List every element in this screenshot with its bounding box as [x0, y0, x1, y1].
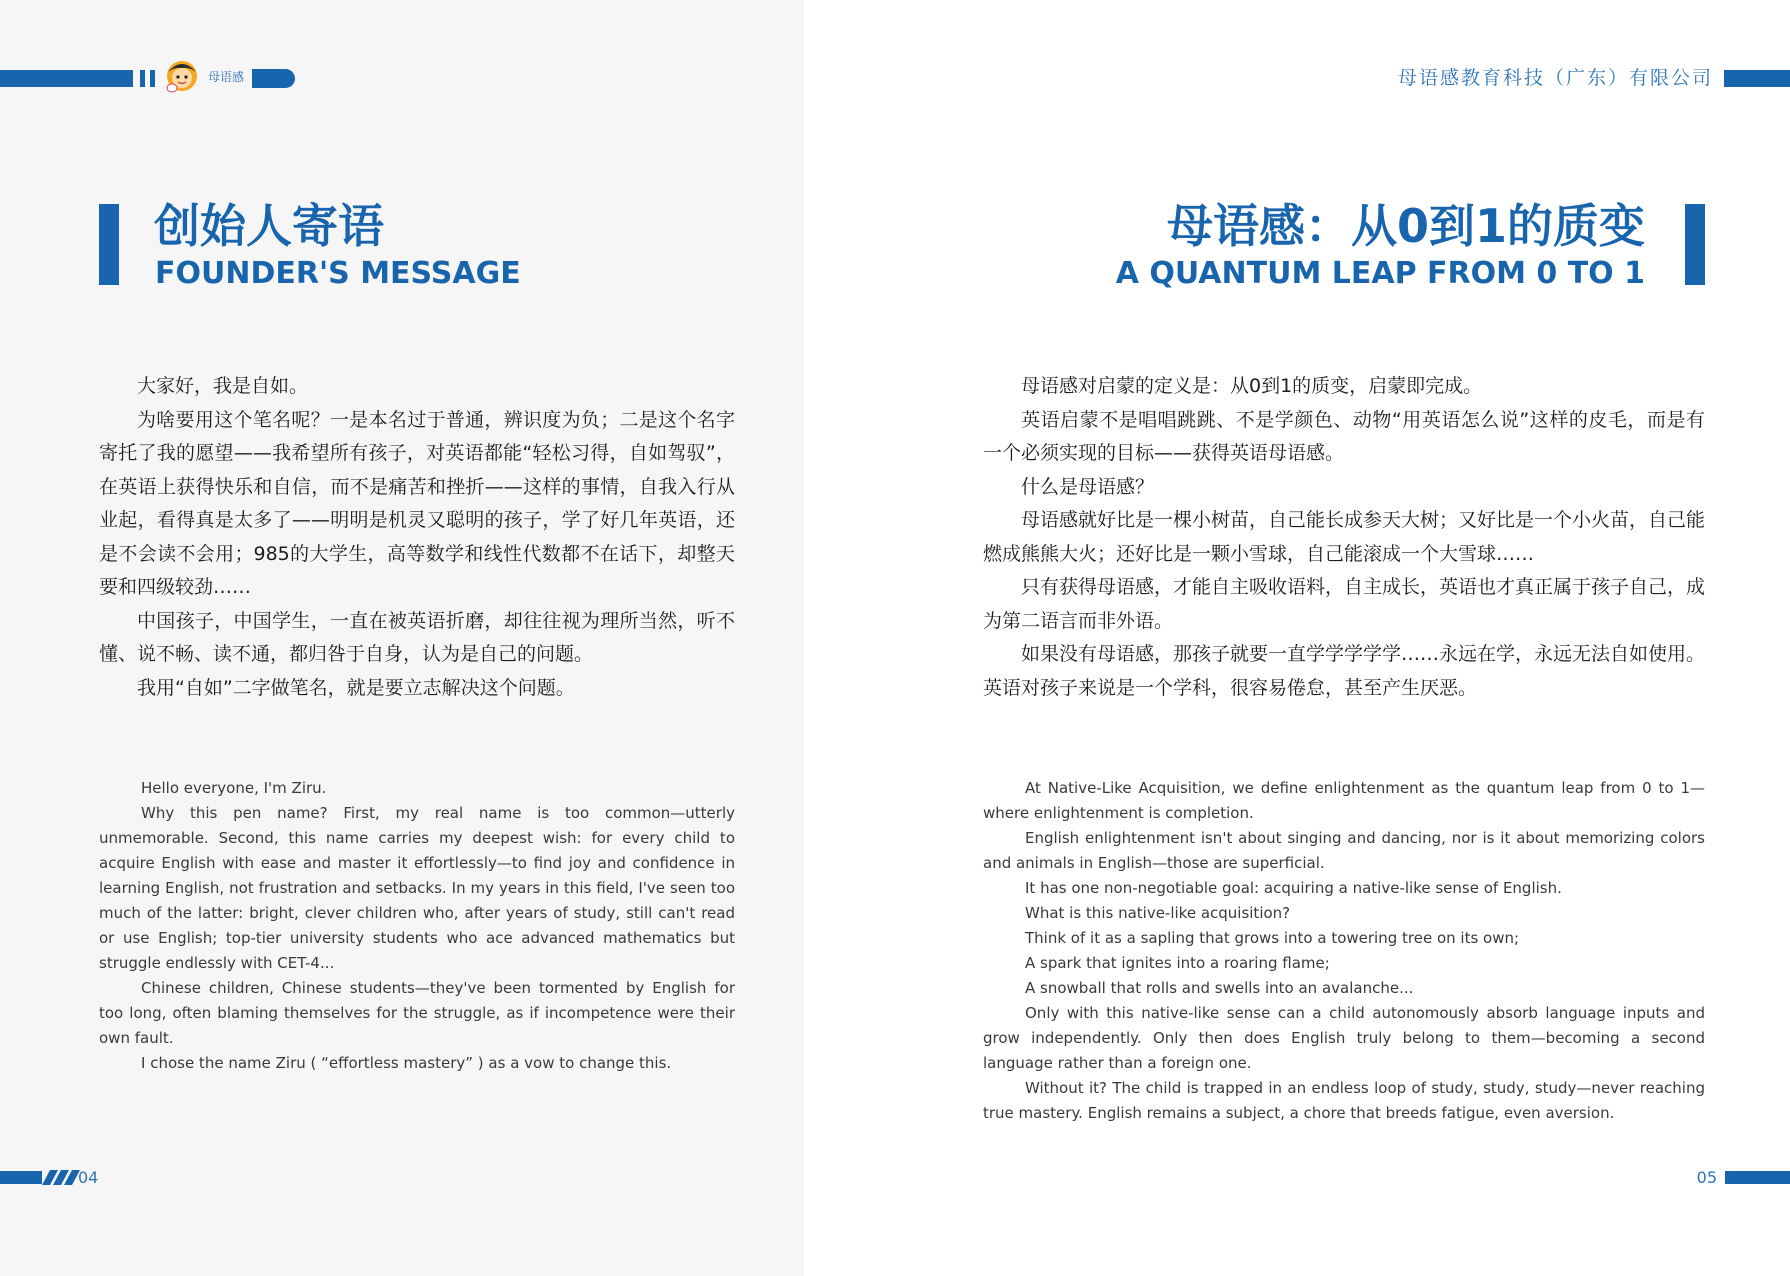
en-paragraph: Hello everyone, I'm Ziru. [141, 779, 327, 797]
header-decor-bar [1724, 70, 1790, 87]
logo-text: 母语感 [208, 70, 245, 84]
cn-paragraph: 如果没有母语感，那孩子就要一直学学学学学……永远在学，永远无法自如使用。英语对孩子来说是一个学科，很容易倦怠，甚至产生厌恶。 [983, 643, 1706, 699]
page-number: 04 [78, 1168, 99, 1187]
en-paragraph: Think of it as a sapling that grows into a towering tree on its own; [1025, 929, 1520, 947]
en-paragraph: At Native-Like Acquisition, we define enlightenment as the quantum leap from 0 to 1—where enlightenment is completion. [983, 779, 1705, 822]
header-decor-pill [252, 69, 295, 88]
page-title-cn: 创始人寄语 [154, 199, 384, 253]
en-paragraph: English enlightenment isn't about singing and dancing, nor is it about memorizing colors and animals in English—those are superficial. [983, 829, 1705, 872]
cn-paragraph: 大家好，我是自如。 [137, 375, 309, 397]
en-paragraph: Without it? The child is trapped in an endless loop of study, study, study—never reaching true mastery. English remains a subject, a chore that breeds fatigue, even aversion. [983, 1079, 1705, 1122]
title-accent-bar [1685, 204, 1705, 285]
cn-paragraph: 母语感对启蒙的定义是：从0到1的质变，启蒙即完成。 [1021, 375, 1483, 397]
header-decor-tick [150, 70, 155, 87]
cn-paragraph: 中国孩子，中国学生，一直在被英语折磨，却往往视为理所当然，听不懂、说不畅、读不通，都归咎于自身，认为是自己的问题。 [99, 609, 735, 665]
en-paragraph: It has one non-negotiable goal: acquiring a native-like sense of English. [1025, 879, 1562, 897]
left-page [0, 0, 804, 1276]
cn-paragraph: 只有获得母语感，才能自主吸收语料，自主成长，英语也才真正属于孩子自己，成为第二语言而非外语。 [983, 576, 1706, 632]
footer-decor-bar [0, 1171, 42, 1184]
cn-intro-body [983, 370, 1705, 705]
page-title-en: A QUANTUM LEAP FROM 0 TO 1 [1115, 256, 1645, 291]
en-paragraph: Chinese children, Chinese students—they've been tormented by English for too long, often blaming themselves for the struggle, as if incompetence were their own fault. [99, 979, 735, 1047]
header-decor-bar [0, 70, 133, 87]
en-paragraph: Why this pen name? First, my real name is too common—utterly unmemorable. Second, this name carries my deepest wish: for every child to acquire English with ease and master it effortlessly—to find joy and confidence in learning English, not frustration and setbacks. In my years in this field, I've seen too much of the latter: bright, clever children who, after years of study, still can't read or use English; top-tier university students who ace advanced mathematics but struggle endlessly with CET-4... [99, 804, 735, 972]
title-accent-bar [99, 204, 119, 285]
header-decor-tick [140, 70, 145, 87]
cn-paragraph: 为啥要用这个笔名呢？一是本名过于普通，辨识度为负；二是这个名字寄托了我的愿望——我希望所有孩子，对英语都能“轻松习得，自如驾驭”，在英语上获得快乐和自信，而不是痛苦和挫折——这样的事情，自我入行从业起，看得真是太多了——明明是机灵又聪明的孩子，学了好几年英语，还是不会读不会用；985的大学生，高等数学和线性代数都不在话下，却整天要和四级较劲…… [99, 408, 735, 598]
cn-paragraph: 什么是母语感？ [1021, 475, 1155, 498]
en-paragraph: Only with this native-like sense can a child autonomously absorb language inputs and grow independently. Only then does English truly belong to them—becoming a second language rather than a foreign one. [983, 1004, 1705, 1072]
en-intro-body [983, 776, 1705, 1126]
footer-decor-bar [1725, 1171, 1790, 1184]
right-page [804, 0, 1790, 1276]
cn-paragraph: 母语感就好比是一棵小树苗，自己能长成参天大树；又好比是一个小火苗，自己能燃成熊熊大火；还好比是一颗小雪球，自己能滚成一个大雪球…… [983, 509, 1706, 565]
cn-message-body [99, 370, 735, 705]
en-paragraph: A snowball that rolls and swells into an avalanche... [1025, 979, 1414, 997]
en-paragraph: A spark that ignites into a roaring flame; [1025, 954, 1330, 972]
company-name: 母语感教育科技（广东）有限公司 [1397, 67, 1713, 89]
cn-paragraph: 我用“自如”二字做笔名，就是要立志解决这个问题。 [137, 676, 575, 699]
page-number: 05 [1696, 1168, 1717, 1187]
en-message-body [99, 776, 735, 1076]
mascot-logo-icon [162, 58, 202, 94]
page-title-cn: 母语感：从0到1的质变 [1166, 199, 1645, 253]
en-paragraph: What is this native-like acquisition? [1025, 904, 1291, 922]
cn-paragraph: 英语启蒙不是唱唱跳跳、不是学颜色、动物“用英语怎么说”这样的皮毛，而是有一个必须实现的目标——获得英语母语感。 [983, 408, 1705, 464]
page-title-en: FOUNDER'S MESSAGE [155, 256, 521, 291]
en-paragraph: I chose the name Ziru ( “effortless mastery” ) as a vow to change this. [141, 1054, 672, 1072]
